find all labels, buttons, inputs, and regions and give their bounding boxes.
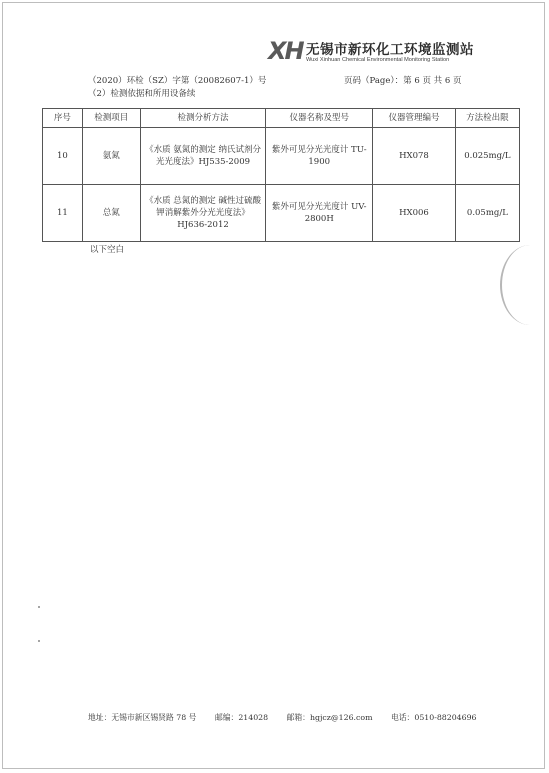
cell-code: HX006: [373, 185, 456, 242]
footer-email: 邮箱：hgjcz@126.com: [286, 713, 373, 722]
org-name-en: Wuxi Xinhuan Chemical Environmental Monitoring Station: [306, 57, 450, 63]
cell-code: HX078: [373, 128, 456, 185]
table-header-row: [43, 109, 520, 128]
org-name-cn: 无锡市新环化工环境监测站: [306, 42, 474, 58]
scan-speck: [38, 606, 40, 608]
table-row: [43, 185, 520, 242]
scan-speck: [38, 640, 40, 642]
cell-instrument: 紫外可见分光光度计 UV-2800H: [266, 185, 373, 242]
station-logo: XH: [268, 37, 303, 65]
footer-address: 地址：无锡市新区锡贤路 78 号: [88, 713, 197, 722]
header-method: 检测分析方法: [140, 109, 265, 128]
cell-limit: 0.025mg/L: [455, 128, 519, 185]
footer-contact: [88, 712, 493, 723]
blank-below-note: 以下空白: [90, 245, 125, 255]
header-instrument: 仪器名称及型号: [266, 109, 373, 128]
cell-instrument: 紫外可见分光光度计 TU-1900: [266, 128, 373, 185]
cell-method: 《水质 总氮的测定 碱性过硫酸钾消解紫外分光光度法》HJ636-2012: [140, 185, 265, 242]
table-row: [43, 128, 520, 185]
footer-postcode: 邮编：214028: [214, 713, 269, 722]
cell-item: 总氮: [82, 185, 140, 242]
page-indicator: 页码（Page）：第 6 页 共 6 页: [344, 76, 462, 86]
header-item: 检测项目: [82, 109, 140, 128]
report-number: （2020）环检（SZ）字第（20082607-1）号: [88, 76, 267, 86]
header-code: 仪器管理编号: [373, 109, 456, 128]
section-title: （2）检测依据和所用设备续: [88, 89, 196, 99]
footer-phone: 电话：0510-88204696: [390, 713, 477, 722]
cell-method: 《水质 氨氮的测定 纳氏试剂分光光度法》HJ535-2009: [140, 128, 265, 185]
header-seq: 序号: [43, 109, 83, 128]
cell-seq: 11: [43, 185, 83, 242]
header-limit: 方法检出限: [455, 109, 519, 128]
cell-item: 氨氮: [82, 128, 140, 185]
cell-limit: 0.05mg/L: [455, 185, 519, 242]
test-methods-table: [42, 108, 520, 242]
cell-seq: 10: [43, 128, 83, 185]
